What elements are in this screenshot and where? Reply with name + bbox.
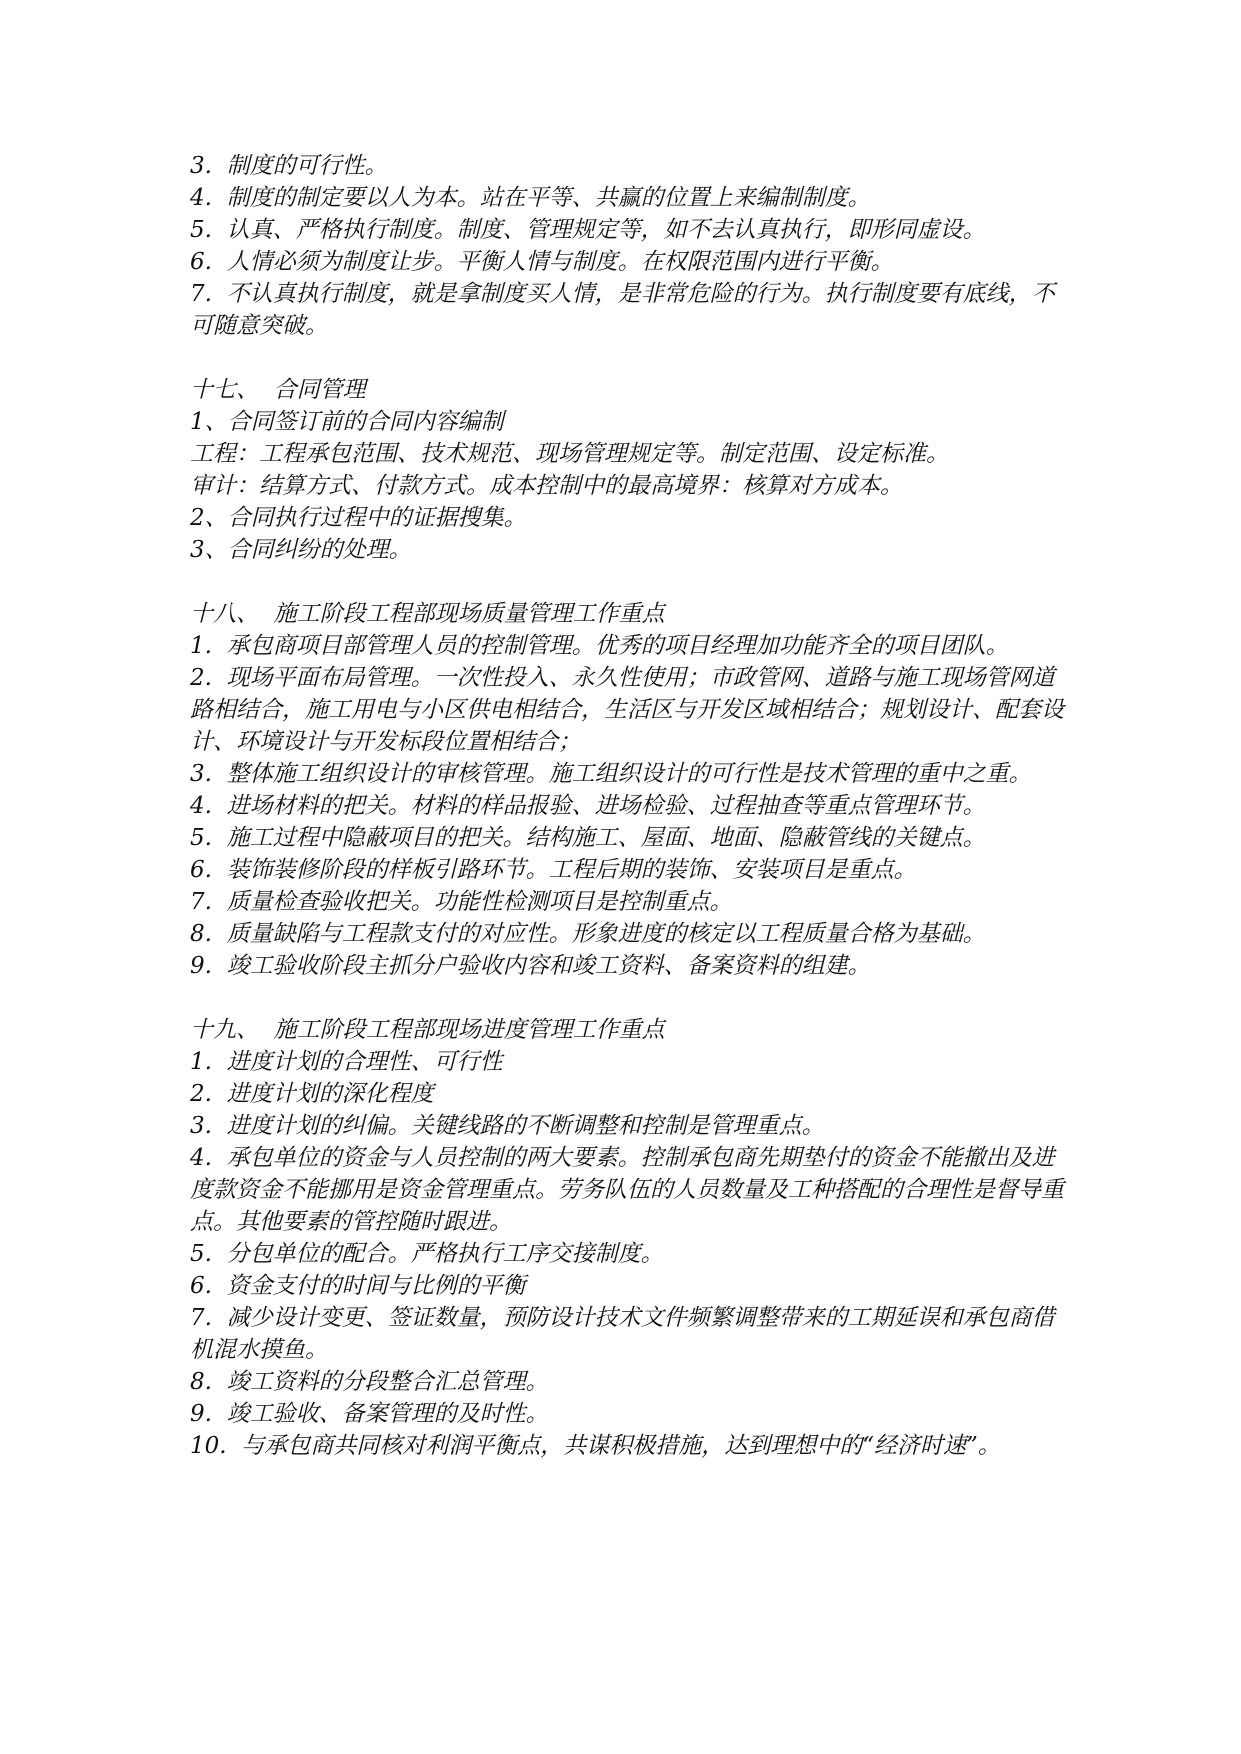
list-item: 7. 不认真执行制度，就是拿制度买人情，是非常危险的行为。执行制度要有底线，不可随意突破。 [190, 281, 1055, 339]
list-item: 8. 竣工资料的分段整合汇总管理。 [190, 1369, 549, 1395]
list-item: 2. 进度计划的深化程度 [190, 1081, 434, 1107]
section-16-tail [190, 150, 1070, 342]
section-18 [190, 598, 1070, 982]
list-item: 4. 制度的制定要以人为本。站在平等、共赢的位置上来编制制度。 [190, 185, 871, 211]
list-item: 1、合同签订前的合同内容编制 [190, 409, 504, 435]
list-item: 2. 现场平面布局管理。一次性投入、永久性使用；市政管网、道路与施工现场管网道路相结合，施工用电与小区供电相结合，生活区与开发区域相结合；规划设计、配套设计、环境设计与开发标段位置相结合； [190, 665, 1064, 755]
list-item: 9. 竣工验收、备案管理的及时性。 [190, 1401, 549, 1427]
list-item: 8. 质量缺陷与工程款支付的对应性。形象进度的核定以工程质量合格为基础。 [190, 921, 986, 947]
list-item: 7. 减少设计变更、签证数量，预防设计技术文件频繁调整带来的工期延误和承包商借机混水摸鱼。 [190, 1305, 1055, 1363]
list-item: 工程：工程承包范围、技术规范、现场管理规定等。制定范围、设定标准。 [190, 441, 949, 467]
section-heading: 十八、 施工阶段工程部现场质量管理工作重点 [190, 601, 665, 627]
list-item: 3. 整体施工组织设计的审核管理。施工组织设计的可行性是技术管理的重中之重。 [190, 761, 1032, 787]
section-17 [190, 374, 1070, 566]
section-19 [190, 1014, 1070, 1462]
list-item: 10. 与承包商共同核对利润平衡点，共谋积极措施，达到理想中的“经济时速”。 [190, 1433, 1001, 1459]
paragraph-gap [190, 566, 1070, 598]
list-item: 3. 进度计划的纠偏。关键线路的不断调整和控制是管理重点。 [190, 1113, 825, 1139]
list-item: 4. 进场材料的把关。材料的样品报验、进场检验、过程抽查等重点管理环节。 [190, 793, 986, 819]
list-item: 审计：结算方式、付款方式。成本控制中的最高境界：核算对方成本。 [190, 473, 903, 499]
list-item: 5. 施工过程中隐蔽项目的把关。结构施工、屋面、地面、隐蔽管线的关键点。 [190, 825, 986, 851]
list-item: 6. 人情必须为制度让步。平衡人情与制度。在权限范围内进行平衡。 [190, 249, 894, 275]
list-item: 5. 分包单位的配合。严格执行工序交接制度。 [190, 1241, 664, 1267]
list-item: 5. 认真、严格执行制度。制度、管理规定等，如不去认真执行，即形同虚设。 [190, 217, 986, 243]
list-item: 1. 承包商项目部管理人员的控制管理。优秀的项目经理加功能齐全的项目团队。 [190, 633, 1009, 659]
list-item: 3、合同纠纷的处理。 [190, 537, 412, 563]
paragraph-gap [190, 982, 1070, 1014]
document-page [190, 150, 1070, 1462]
section-heading: 十七、 合同管理 [190, 377, 366, 403]
list-item: 6. 资金支付的时间与比例的平衡 [190, 1273, 526, 1299]
list-item: 3. 制度的可行性。 [190, 153, 388, 179]
list-item: 1. 进度计划的合理性、可行性 [190, 1049, 503, 1075]
list-item: 7. 质量检查验收把关。功能性检测项目是控制重点。 [190, 889, 733, 915]
section-heading: 十九、 施工阶段工程部现场进度管理工作重点 [190, 1017, 665, 1043]
paragraph-gap [190, 342, 1070, 374]
list-item: 4. 承包单位的资金与人员控制的两大要素。控制承包商先期垫付的资金不能撤出及进度款资金不能挪用是资金管理重点。劳务队伍的人员数量及工种搭配的合理性是督导重点。其他要素的管控随时跟进。 [190, 1145, 1064, 1235]
list-item: 9. 竣工验收阶段主抓分户验收内容和竣工资料、备案资料的组建。 [190, 953, 871, 979]
list-item: 2、合同执行过程中的证据搜集。 [190, 505, 527, 531]
list-item: 6. 装饰装修阶段的样板引路环节。工程后期的装饰、安装项目是重点。 [190, 857, 917, 883]
